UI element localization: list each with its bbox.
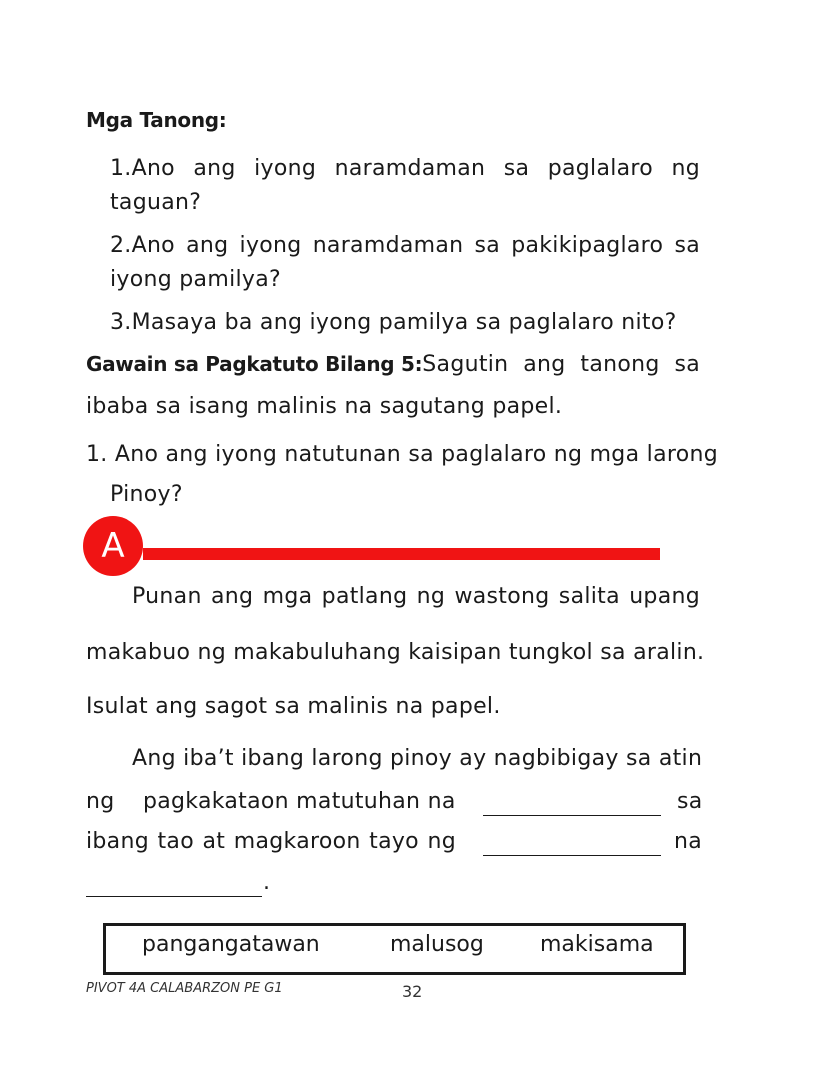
question-1-line-1: 1.Ano ang iyong naramdaman sa paglalaro ng (110, 156, 700, 181)
footer-source: PIVOT 4A CALABARZON PE G1 (86, 981, 283, 996)
section-a-instruction-line-3: Isulat ang sagot sa malinis na papel. (86, 694, 501, 719)
fill-paragraph-line-2-start: ng (86, 789, 115, 814)
question-3: 3.Masaya ba ang iyong pamilya sa paglalaro nito? (110, 310, 677, 335)
activity-5-line-1 (86, 352, 700, 377)
activity-5-instruction-part-1: Sagutin ang tanong sa (422, 352, 700, 377)
answer-blank-2[interactable] (483, 837, 661, 856)
fill-paragraph-line-2-middle: pagkakataon matutuhan na (143, 789, 456, 814)
fill-paragraph-line-3-start: ibang tao at magkaroon tayo ng (86, 829, 456, 854)
answer-blank-1[interactable] (483, 797, 661, 816)
activity-5-label: Gawain sa Pagkatuto Bilang 5: (86, 352, 423, 376)
section-a-red-bar (143, 548, 660, 560)
answer-blank-3[interactable] (86, 878, 262, 897)
question-2-line-2: iyong pamilya? (110, 267, 281, 292)
word-bank-box (103, 923, 686, 975)
word-bank-item-3: makisama (540, 932, 654, 957)
fill-paragraph-line-2-end: sa (677, 789, 703, 814)
fill-paragraph-line-3 (86, 829, 703, 859)
activity-5-item-1-line-2: Pinoy? (110, 482, 183, 507)
question-1-line-2: taguan? (110, 190, 202, 215)
activity-5-instruction-line-2: ibaba sa isang malinis na sagutang papel. (86, 394, 563, 419)
fill-paragraph-line-4-end: . (263, 870, 271, 895)
word-bank-item-2: malusog (390, 932, 484, 957)
fill-paragraph-line-1: Ang iba’t ibang larong pinoy ay nagbibigay sa atin (132, 746, 703, 771)
word-bank-item-1: pangangatawan (142, 932, 320, 957)
section-a-instruction-line-2: makabuo ng makabuluhang kaisipan tungkol sa aralin. (86, 640, 705, 665)
fill-paragraph-line-3-end: na (674, 829, 703, 854)
question-2-line-1: 2.Ano ang iyong naramdaman sa pakikipaglaro sa (110, 233, 700, 258)
page-number: 32 (402, 982, 423, 1001)
questions-heading: Mga Tanong: (86, 108, 227, 132)
fill-paragraph-line-2 (86, 789, 703, 819)
section-a-instruction-line-1: Punan ang mga patlang ng wastong salita upang (132, 584, 700, 609)
fill-paragraph-line-4 (86, 870, 286, 900)
activity-5-item-1-line-1: 1. Ano ang iyong natutunan sa paglalaro ng mga larong (86, 442, 718, 467)
section-a-badge: A (83, 516, 143, 576)
